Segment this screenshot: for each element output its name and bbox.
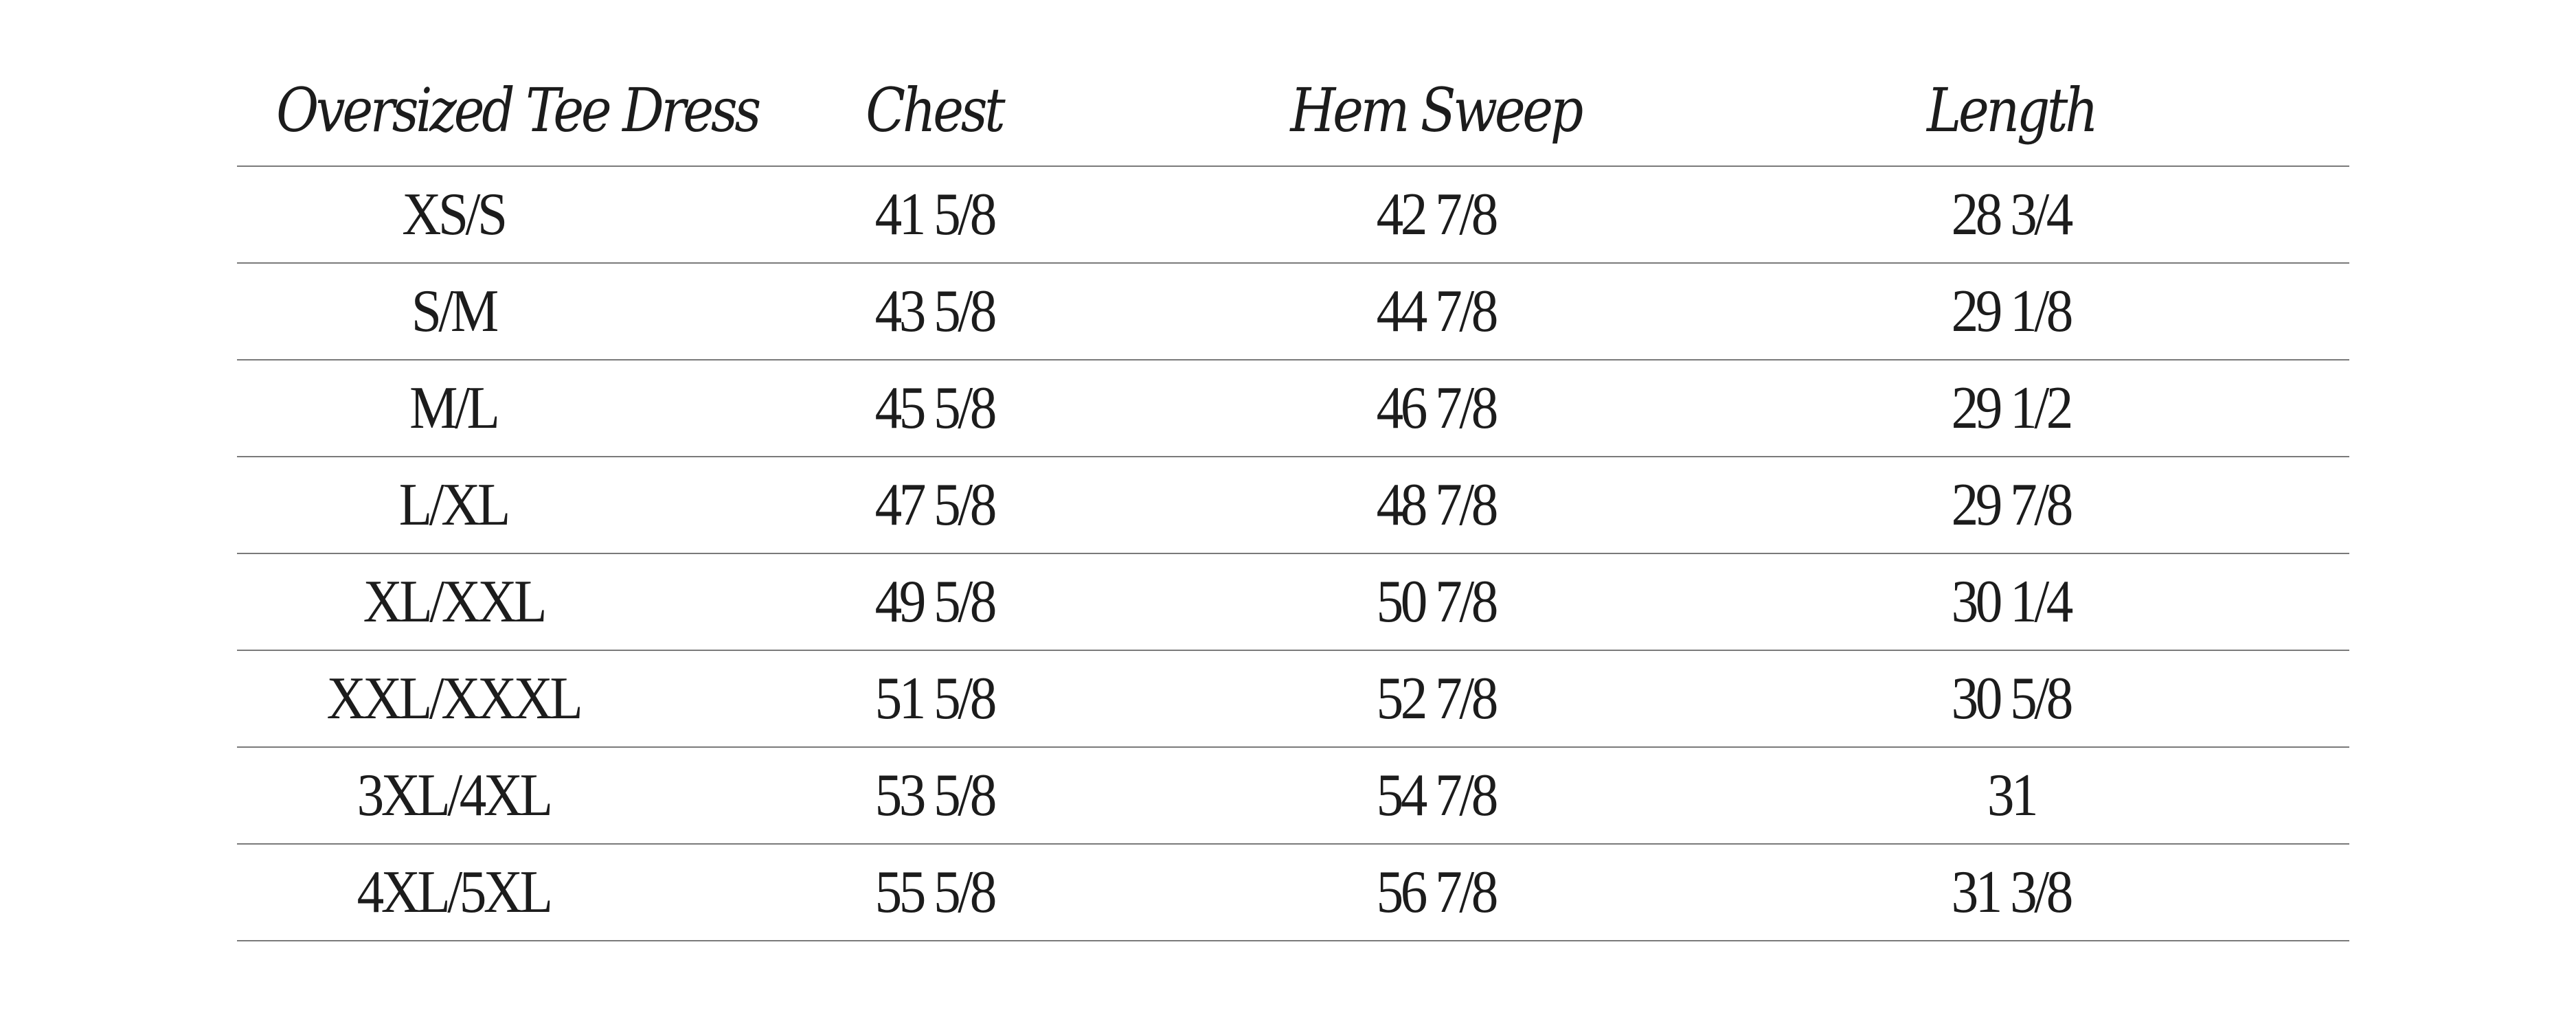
length-value: 29 1/8 (1951, 278, 2071, 345)
size-cell (237, 844, 670, 941)
length-cell (1673, 747, 2349, 844)
length-value: 28 3/4 (1951, 181, 2071, 248)
size-cell (237, 360, 670, 457)
chest-cell (670, 263, 1199, 360)
table-row (237, 360, 2349, 457)
size-value: L/XL (399, 472, 508, 538)
chest-value: 45 5/8 (874, 375, 994, 442)
length-cell (1673, 457, 2349, 553)
hem-sweep-value: 46 7/8 (1376, 375, 1495, 442)
hem-sweep-value: 52 7/8 (1376, 665, 1495, 732)
length-cell (1673, 553, 2349, 650)
size-cell (237, 553, 670, 650)
size-chart-header (237, 55, 2349, 166)
chest-cell (670, 650, 1199, 747)
hem-sweep-value: 56 7/8 (1376, 859, 1495, 926)
length-value: 30 1/4 (1951, 569, 2071, 635)
hem-sweep-cell (1199, 166, 1673, 263)
chest-cell (670, 166, 1199, 263)
chest-value: 41 5/8 (874, 181, 994, 248)
table-row (237, 650, 2349, 747)
hem-sweep-value: 48 7/8 (1376, 472, 1495, 538)
length-cell (1673, 360, 2349, 457)
chest-value: 47 5/8 (874, 472, 994, 538)
table-row (237, 844, 2349, 941)
hem-sweep-value: 50 7/8 (1376, 569, 1495, 635)
length-value: 29 7/8 (1951, 472, 2071, 538)
chest-value: 43 5/8 (874, 278, 994, 345)
size-value: XXL/XXXL (326, 665, 580, 732)
header-chest-label: Chest (866, 75, 1003, 146)
table-row (237, 553, 2349, 650)
header-length (1673, 55, 2349, 166)
hem-sweep-cell (1199, 650, 1673, 747)
header-hem-sweep (1199, 55, 1673, 166)
hem-sweep-cell (1199, 844, 1673, 941)
table-row (237, 747, 2349, 844)
hem-sweep-cell (1199, 457, 1673, 553)
header-hem-sweep-label: Hem Sweep (1290, 75, 1581, 146)
length-value: 29 1/2 (1951, 375, 2071, 442)
header-product (237, 55, 758, 166)
chest-value: 49 5/8 (874, 569, 994, 635)
hem-sweep-cell (1199, 360, 1673, 457)
size-cell (237, 263, 670, 360)
size-cell (237, 747, 670, 844)
size-value: S/M (411, 278, 496, 345)
size-value: XL/XXL (363, 569, 544, 635)
length-cell (1673, 844, 2349, 941)
size-cell (237, 166, 670, 263)
length-value: 31 (1987, 762, 2035, 829)
size-cell (237, 457, 670, 553)
chest-cell (670, 457, 1199, 553)
header-row (237, 55, 2349, 166)
table-row (237, 263, 2349, 360)
size-chart-table (237, 55, 2349, 941)
table-row (237, 166, 2349, 263)
hem-sweep-cell (1199, 263, 1673, 360)
length-cell (1673, 166, 2349, 263)
hem-sweep-value: 54 7/8 (1376, 762, 1495, 829)
size-value: M/L (409, 375, 497, 442)
length-value: 31 3/8 (1951, 859, 2071, 926)
hem-sweep-cell (1199, 747, 1673, 844)
length-cell (1673, 650, 2349, 747)
chest-cell (670, 747, 1199, 844)
length-cell (1673, 263, 2349, 360)
chest-value: 51 5/8 (874, 665, 994, 732)
hem-sweep-value: 42 7/8 (1376, 181, 1495, 248)
chest-value: 53 5/8 (874, 762, 994, 829)
size-chart-body (237, 166, 2349, 941)
table-row (237, 457, 2349, 553)
hem-sweep-value: 44 7/8 (1376, 278, 1495, 345)
chest-value: 55 5/8 (874, 859, 994, 926)
size-cell (237, 650, 670, 747)
length-value: 30 5/8 (1951, 665, 2071, 732)
size-value: 4XL/5XL (357, 859, 550, 926)
hem-sweep-cell (1199, 553, 1673, 650)
chest-cell (670, 553, 1199, 650)
size-value: XS/S (402, 181, 505, 248)
header-length-label: Length (1926, 75, 2096, 146)
size-value: 3XL/4XL (357, 762, 550, 829)
chest-cell (670, 844, 1199, 941)
header-product-label: Oversized Tee Dress (276, 75, 758, 146)
chest-cell (670, 360, 1199, 457)
